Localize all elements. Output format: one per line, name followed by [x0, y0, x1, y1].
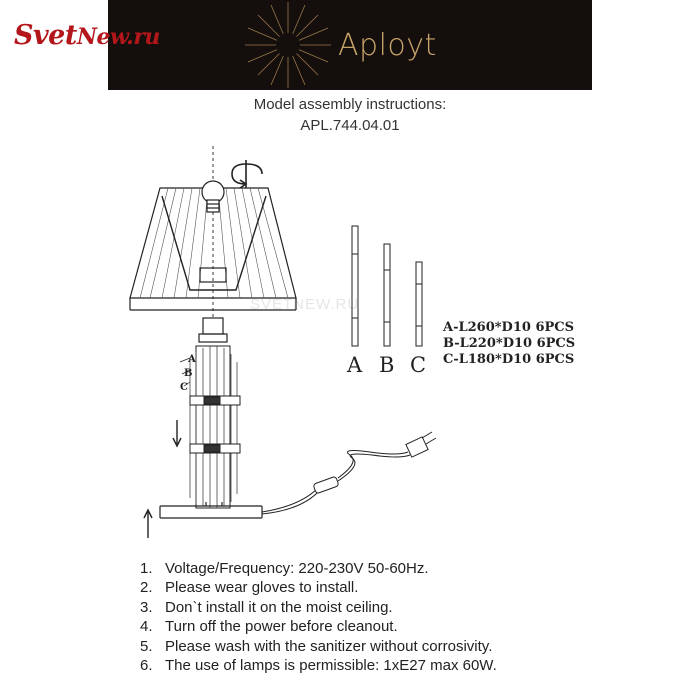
- body-label-b: B: [184, 368, 193, 379]
- rotate-arrow-icon: [232, 160, 262, 188]
- part-c: C-L180*D10 6PCS: [443, 352, 575, 367]
- body-label-a: A: [188, 354, 196, 365]
- note-item: 1. Voltage/Frequency: 220-230V 50-60Hz.: [140, 560, 429, 577]
- rod-b: [384, 244, 390, 346]
- note-item: 4. Turn off the power before cleanout.: [140, 618, 398, 636]
- note-item: 2. Please wear gloves to install.: [140, 579, 359, 597]
- down-arrow-icon: [173, 420, 181, 446]
- part-b: B-L220*D10 6PCS: [443, 336, 576, 351]
- body-label-c: C: [180, 382, 188, 393]
- lamp-socket: [199, 318, 227, 342]
- brand-name: Aployt: [338, 28, 437, 63]
- model-number: APL.744.04.01: [300, 117, 400, 134]
- parts-list: [443, 320, 575, 368]
- instruction-notes: [140, 560, 497, 676]
- diagonal-watermark: SVETNEW.RU: [250, 296, 360, 313]
- up-arrow-icon: [144, 510, 152, 538]
- power-cable: [262, 432, 436, 514]
- logo-part-2: New.ru: [76, 24, 160, 50]
- rod-label-a: A: [347, 353, 363, 377]
- lamp-base: [160, 502, 262, 518]
- part-a: A-L260*D10 6PCS: [443, 320, 575, 335]
- rod-label-b: B: [379, 353, 395, 377]
- note-item: 3. Don`t install it on the moist ceiling.: [140, 598, 393, 616]
- rod-c: [416, 262, 422, 346]
- bulb-icon: [202, 181, 224, 212]
- instructions-title: Model assembly instructions:: [253, 96, 447, 113]
- rod-label-c: C: [410, 353, 427, 377]
- logo-part-1: Svet: [14, 20, 77, 51]
- note-item: 6. The use of lamps is permissible: 1xE27 max 60W.: [140, 656, 497, 674]
- note-item: 5. Please wash with the sanitizer without corrosivity.: [140, 637, 493, 655]
- rods: [352, 226, 422, 346]
- rod-a: [352, 226, 358, 346]
